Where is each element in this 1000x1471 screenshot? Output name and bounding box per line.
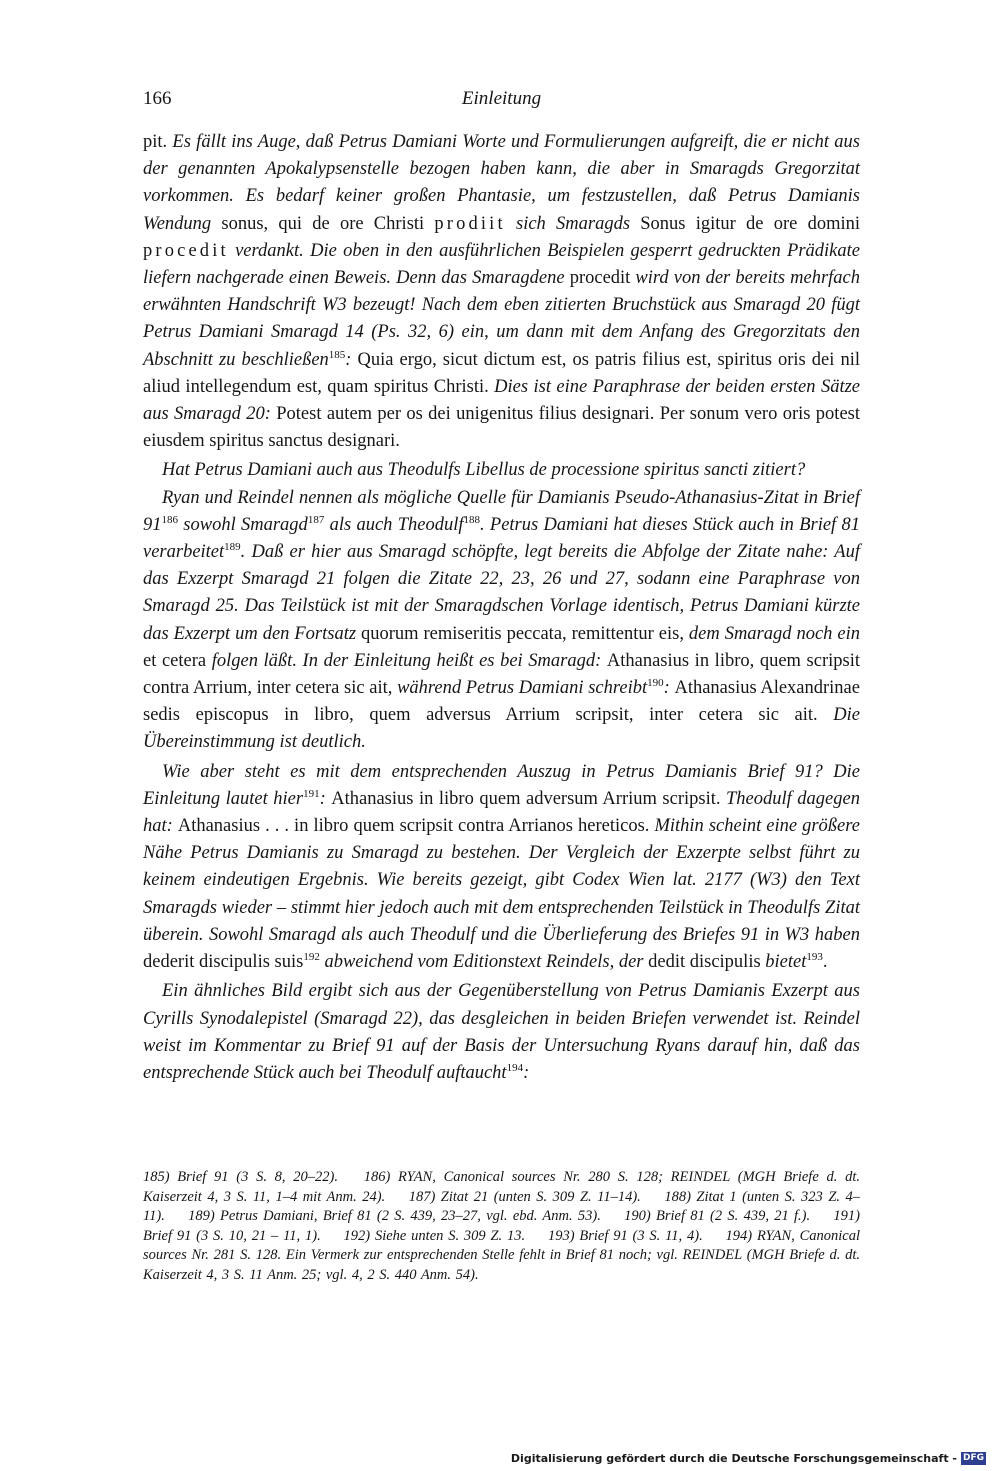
footnote-ref: 185 xyxy=(328,348,346,361)
italic-text: : xyxy=(319,788,332,809)
latin-text: Athanasius in libro quem adversum Arrium scripsit. xyxy=(331,788,726,809)
latin-text: Athanasius in libro, quem scripsit contra Arrium, inter cetera sic ait, xyxy=(143,650,860,699)
footnote: 191) Brief 91 (3 S. 10, 21 – 11, 1). xyxy=(143,1208,860,1244)
italic-text: dem Smaragd noch ein xyxy=(688,623,860,644)
spaced-latin-text: prodiit xyxy=(434,213,506,234)
spaced-latin-text: procedit xyxy=(143,240,229,261)
footnote-ref: 186 xyxy=(161,513,178,526)
latin-text: Athanasius . . . in libro quem scripsit contra Arrianos hereticos. xyxy=(177,816,655,837)
italic-text: Dies ist eine Paraphrase der beiden ersten Sätze aus Smaragd 20: xyxy=(143,376,860,425)
italic-text: Mithin scheint eine größere Nähe Petrus Damianis zu Smaragd zu bestehen. Der Vergleich der Exzerpte selbst führt zu keinem eindeutigen Ergebnis. Wie bereits gezeigt, gibt Codex Wien lat. 2177 (W3) den Text Smaragds wieder – stimmt hier jedoch auch mit dem entsprechenden Teilstück in Theodulfs Zitat überein. Sowohl Smaragd als auch Theodulf und die Überlieferung des Briefes 91 in W3 haben xyxy=(143,816,860,945)
italic-text: Hat Petrus Damiani auch aus Theodulfs Libellus de processione spiritus sancti zitiert? xyxy=(162,460,806,481)
italic-text: . Petrus Damiani hat dieses Stück auch in Brief 81 verarbeitet xyxy=(143,514,860,563)
latin-text: procedit xyxy=(569,268,631,289)
footnote-block xyxy=(143,1168,860,1285)
page-number: 166 xyxy=(143,88,172,109)
running-title: Einleitung xyxy=(461,88,542,109)
italic-text: : xyxy=(523,1062,530,1083)
italic-text: Wie aber steht es mit dem entsprechenden Auszug in Petrus Damianis Brief 91? Die Einleitung lautet hier xyxy=(143,761,860,809)
italic-text: : xyxy=(345,349,358,370)
italic-text: Ein ähnliches Bild ergibt sich aus der Gegenüberstellung von Petrus Damianis Exzerpt aus Cyrills Synodalepistel (Smaragd 22), das desgleichen in beiden Briefen verwendet ist. Reindel weist im Kommentar zu Brief 91 auf der Basis der Untersuchung Ryans darauf hin, daß das entsprechende Stück auch bei Theodulf auftaucht xyxy=(143,981,860,1083)
footnote: 193) Brief 91 (3 S. 11, 4). xyxy=(547,1227,703,1244)
latin-text: quorum remiseritis peccata, remittentur eis, xyxy=(361,623,689,644)
latin-text: Potest autem per os dei unigenitus filius designari. Per sonum vero oris potest eiusdem spiritus sanctus designari. xyxy=(143,404,861,452)
paragraph xyxy=(143,129,860,455)
latin-text: pit. xyxy=(143,132,173,152)
latin-text: Athanasius Alexandrinae sedis episcopus in libro, quem adversus Arrium scripsit, inter cetera sic ait. xyxy=(143,678,860,726)
italic-text: sowohl Smaragd xyxy=(178,514,308,535)
footnote-ref: 190 xyxy=(647,677,664,690)
latin-text: . xyxy=(822,952,828,973)
footnote-ref: 187 xyxy=(307,513,325,526)
italic-text: folgen läßt. In der Einleitung heißt es bei Smaragd: xyxy=(211,650,607,671)
footnote: 190) Brief 81 (2 S. 439, 21 f.). xyxy=(624,1208,811,1224)
running-head xyxy=(143,88,860,118)
paragraph xyxy=(143,978,860,1087)
footnote: 192) Siehe unten S. 309 Z. 13. xyxy=(343,1227,526,1244)
body-text xyxy=(143,129,860,1087)
paragraph xyxy=(143,485,860,757)
paragraph xyxy=(143,457,860,484)
italic-text: Theodulf dagegen hat: xyxy=(143,788,860,837)
footnote: 186) RYAN, Canonical sources Nr. 280 S. 128; REINDEL (MGH Briefe d. dt. Kaiserzeit 4, 3 S. 11, 1–4 mit Anm. 24). xyxy=(143,1169,861,1205)
italic-text: Die Übereinstimmung ist deutlich. xyxy=(143,705,860,753)
footnote-ref: 191 xyxy=(303,787,320,800)
latin-text: et cetera xyxy=(143,650,212,671)
latin-text: dederit discipulis suis xyxy=(143,952,304,973)
italic-text: Ryan und Reindel nennen als mögliche Quelle für Damianis Pseudo-Athanasius-Zitat in Brief 91 xyxy=(143,487,860,535)
latin-text: Quia ergo, sicut dictum est, os patris filius est, spiritus oris dei nil aliud intellegendum est, quam spiritus Christi. xyxy=(143,349,860,397)
italic-text: während Petrus Damiani schreibt xyxy=(397,678,648,699)
italic-text: abweichend vom Editionstext Reindels, der xyxy=(319,952,649,973)
dfg-logo: DFG xyxy=(962,1452,984,1463)
italic-text: als auch Theodulf xyxy=(324,514,464,535)
footnote: 189) Petrus Damiani, Brief 81 (2 S. 439, 23–27, vgl. ebd. Anm. 53). xyxy=(188,1208,601,1224)
footnotes xyxy=(143,1168,860,1285)
footnote: 188) Zitat 1 (unten S. 323 Z. 4–11). xyxy=(143,1188,861,1224)
footnote: 194) RYAN, Canonical sources Nr. 281 S. 128. Ein Vermerk zur entsprechenden Stelle fehlt in Brief 81 noch; vgl. REINDEL (MGH Briefe d. dt. Kaiserzeit 4, 3 S. 11 Anm. 25; vgl. 4, 2 S. 440 Anm. 54). xyxy=(143,1227,860,1283)
footnote-ref: 192 xyxy=(303,951,320,964)
footnote: 187) Zitat 21 (unten S. 309 Z. 11–14). xyxy=(408,1188,641,1205)
italic-text: Es fällt ins Auge, daß Petrus Damiani Worte und Formulierungen aufgreift, die er nicht aus der genannten Apokalypsenstelle bezogen haben kann, die aber in Smaragds Gregorzitat vorkommen. Es bedarf keiner großen Phantasie, um festzustellen, daß Petrus Damianis Wendung xyxy=(143,132,860,234)
italic-text: : xyxy=(663,678,675,699)
funding-notice-text: Digitalisierung gefördert durch die Deutsche Forschungsgemeinschaft - xyxy=(510,1451,957,1465)
latin-text: sonus, qui de ore Christi xyxy=(221,213,435,234)
funding-notice xyxy=(511,1451,986,1465)
italic-text: . Daß er hier aus Smaragd schöpfte, legt bereits die Abfolge der Zitate nahe: Auf das Exzerpt Smaragd 21 folgen die Zitate 22, 23, 26 und 27, sodann eine Paraphrase von Smaragd 25. Das Teilstück ist mit der Smaragdschen Vorlage identisch, Petrus Damiani kürzte das Exzerpt um den Fortsatz xyxy=(143,542,860,644)
footnote: 185) Brief 91 (3 S. 8, 20–22). xyxy=(143,1169,338,1185)
latin-text: Sonus igitur de ore domini xyxy=(640,213,860,234)
footnote-ref: 194 xyxy=(506,1061,524,1074)
footnote-ref: 193 xyxy=(806,951,823,964)
italic-text: bietet xyxy=(765,952,807,973)
footnote-ref: 189 xyxy=(224,541,241,554)
italic-text: verdankt. Die oben in den ausführlichen Beispielen gesperrt gedruckten Prädikate liefern nachgerade einen Beweis. Denn das Smaragdene xyxy=(143,240,860,289)
italic-text: wird von der bereits mehrfach erwähnten Handschrift W3 bezeugt! Nach dem eben zitierten Bruchstück aus Smaragd 20 fügt Petrus Damiani Smaragd 14 (Ps. 32, 6) ein, um dann mit dem Anfang des Gregorzitats den Abschnitt zu beschließen xyxy=(143,268,860,370)
italic-text: sich Smaragds xyxy=(505,213,641,234)
latin-text: dedit discipulis xyxy=(648,952,766,973)
paragraph xyxy=(143,759,860,977)
footnote-ref: 188 xyxy=(463,513,480,526)
